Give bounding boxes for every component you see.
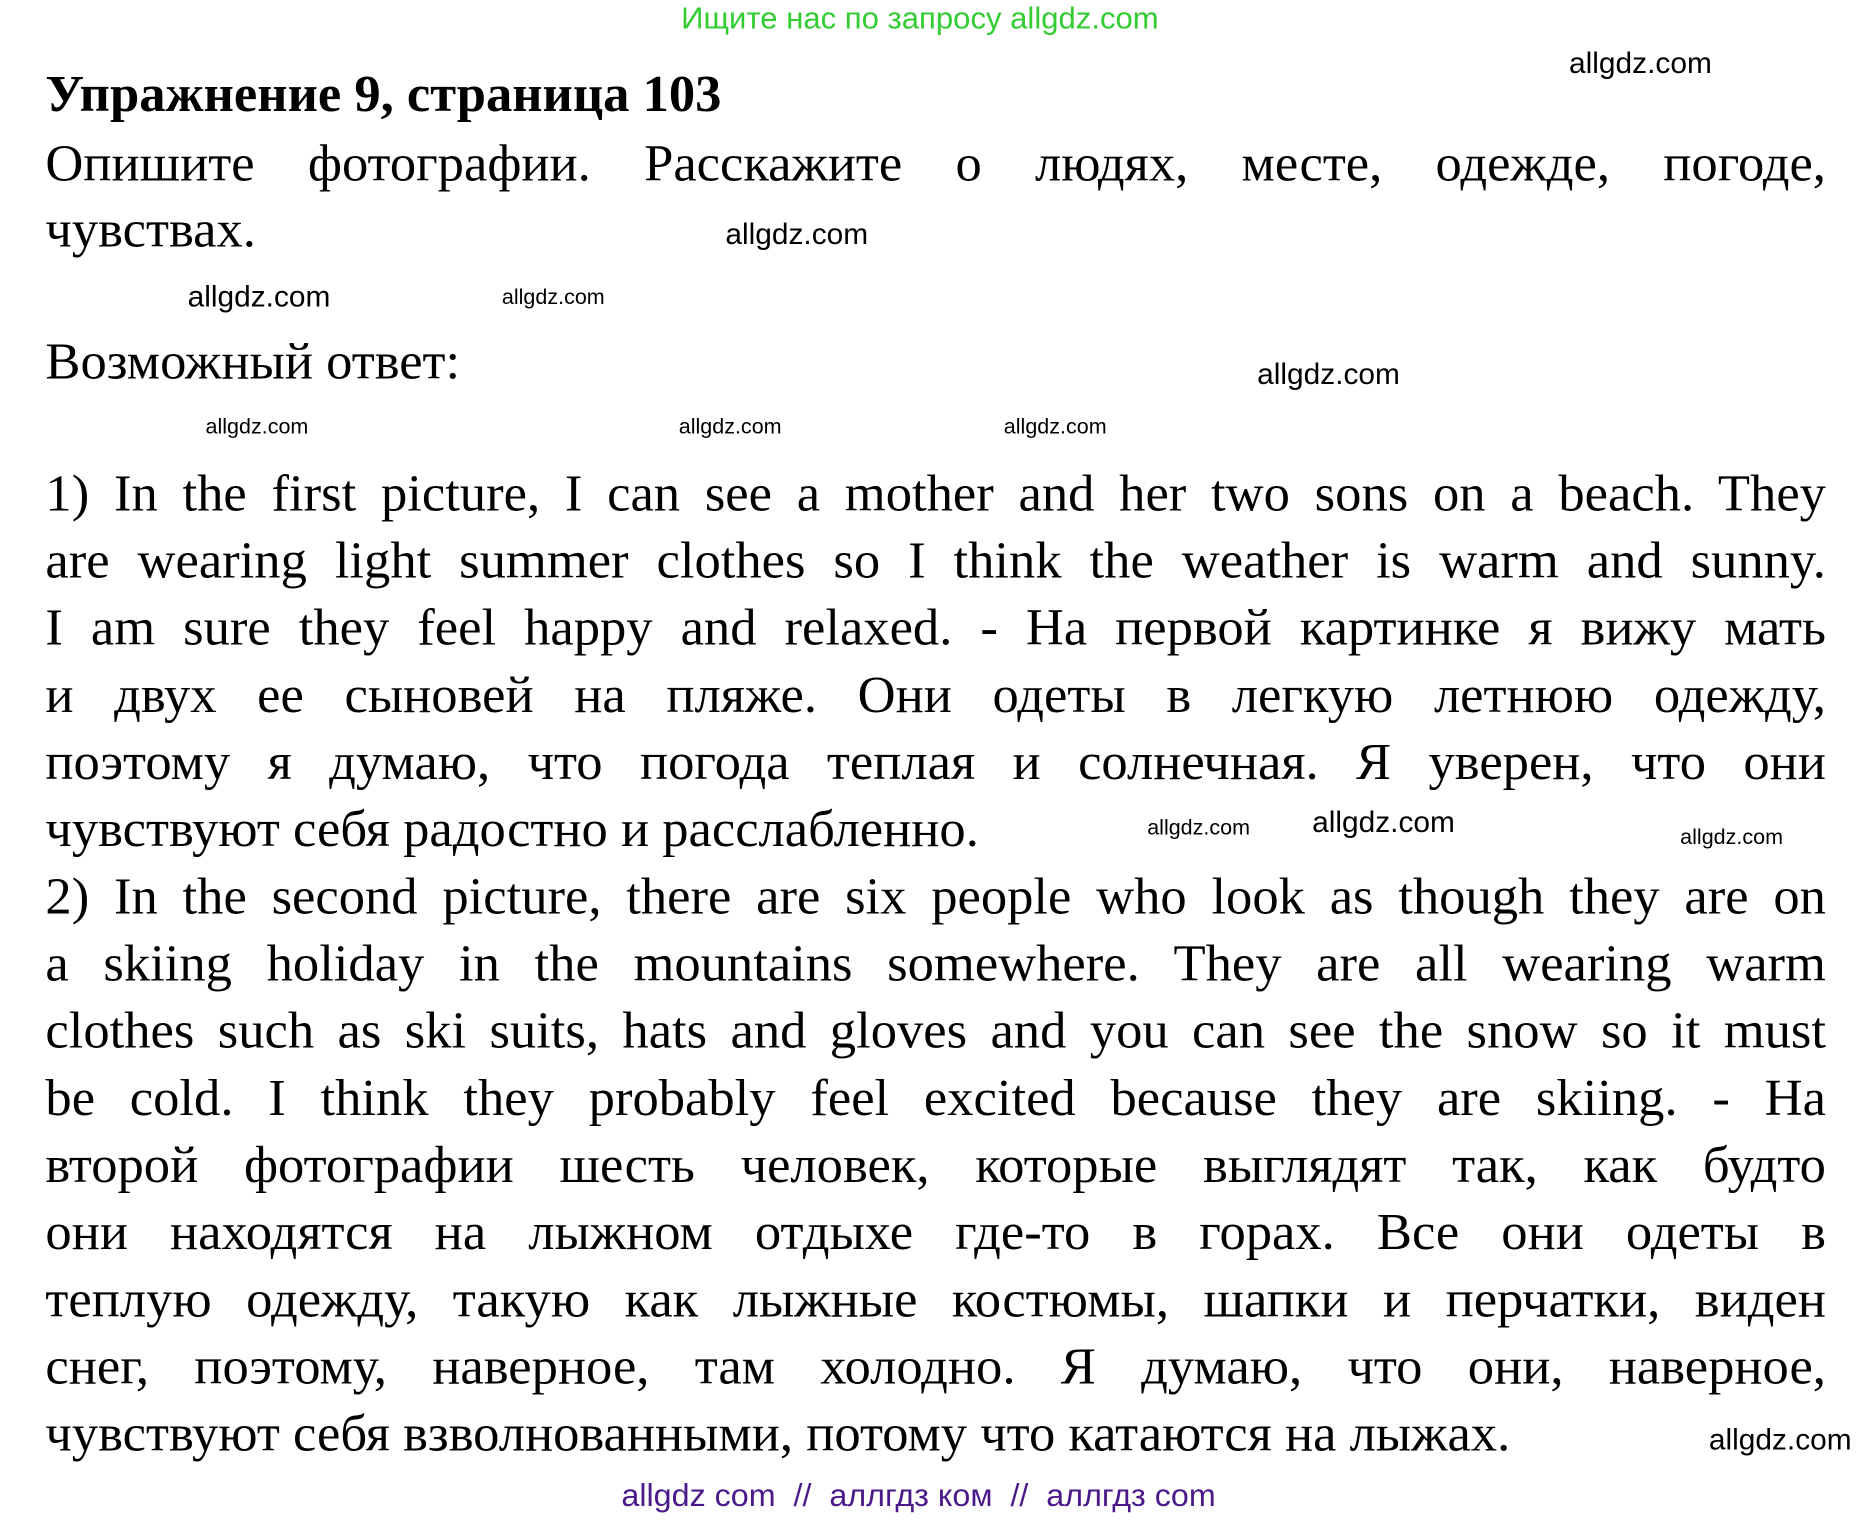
answer-line: поэтому я думаю, что погода теплая и солнечная. Я уверен, что они (45, 733, 1826, 791)
instruction-line: Опишите фотографии. Расскажите о людях, месте, одежде, погоде, (45, 134, 1826, 193)
answer-line: clothes such as ski suits, hats and gloves and you can see the snow so it must (45, 1001, 1826, 1060)
watermark: allgdz.com (1147, 815, 1251, 840)
watermark: allgdz.com (1312, 806, 1455, 840)
page-title: Упражнение 9, страница 103 (45, 64, 722, 123)
watermark: allgdz.com (678, 414, 782, 439)
answer-line: 1) In the first picture, I can see a mother and her two sons on a beach. They (45, 464, 1826, 523)
answer-line: снег, поэтому, наверное, там холодно. Я думаю, что они, наверное, (45, 1337, 1826, 1396)
watermark: allgdz.com (187, 280, 331, 314)
watermark: allgdz.com (1257, 358, 1400, 392)
answer-line: be cold. I think they probably feel excited because they are skiing. - На (45, 1068, 1826, 1127)
answer-line: 2) In the second picture, there are six people who look as though they are on (45, 867, 1826, 926)
watermark: allgdz.com (1708, 1423, 1852, 1457)
answer-line: I am sure they feel happy and relaxed. - На первой картинке я вижу мать (45, 598, 1826, 657)
footer-links[interactable]: allgdz com // аллгдз ком // аллгдз com (621, 1477, 1216, 1514)
answer-line: чувствуют себя взволнованными, потому что катаются на лыжах. (45, 1404, 1511, 1463)
watermark: allgdz.com (725, 218, 869, 252)
watermark: allgdz.com (1003, 414, 1107, 439)
header-ad-link[interactable]: Ищите нас по запросу allgdz.com (681, 0, 1159, 36)
answer-line: и двух ее сыновей на пляже. Они одеты в легкую летнюю одежду, (45, 665, 1826, 724)
instruction-line: чувствах. (45, 200, 256, 259)
answer-line: теплую одежду, такую как лыжные костюмы, шапки и перчатки, виден (45, 1270, 1826, 1329)
watermark: allgdz.com (1569, 47, 1712, 81)
answer-line: чувствуют себя радостно и расслабленно. (45, 800, 979, 858)
watermark: allgdz.com (1680, 824, 1783, 849)
answer-line: второй фотографии шесть человек, которые выглядят так, как будто (45, 1136, 1826, 1194)
answer-line: a skiing holiday in the mountains somewhere. They are all wearing warm (45, 934, 1826, 993)
watermark: allgdz.com (501, 285, 605, 309)
answer-line: они находятся на лыжном отдыхе где-то в горах. Все они одеты в (45, 1203, 1826, 1261)
answer-line: are wearing light summer clothes so I think the weather is warm and sunny. (45, 531, 1826, 590)
watermark: allgdz.com (205, 414, 309, 439)
answer-label: Возможный ответ: (45, 332, 461, 391)
